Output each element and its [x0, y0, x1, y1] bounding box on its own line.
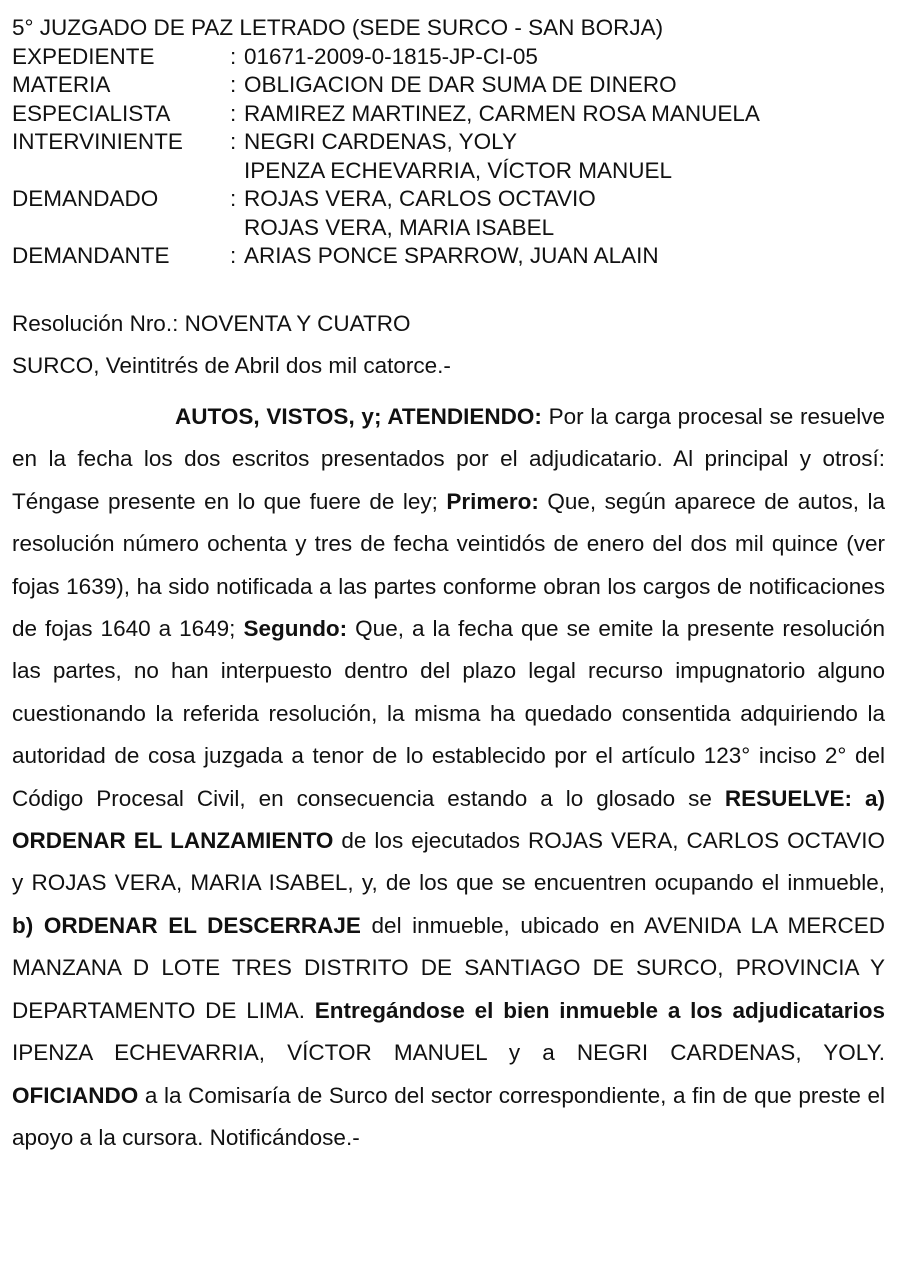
- case-header: [12, 14, 892, 271]
- body-text-segment: IPENZA ECHEVARRIA, VÍCTOR MANUEL y a NEGRI CARDENAS, YOLY.: [12, 1040, 885, 1066]
- delivery-clause: Entregándose el bien inmueble a los adjudicatarios: [314, 997, 885, 1023]
- court-name-text: 5° JUZGADO DE PAZ LETRADO (SEDE SURCO - SAN BORJA): [12, 15, 664, 40]
- field-value: ARIAS PONCE SPARROW, JUAN ALAIN: [244, 243, 659, 268]
- field-value: RAMIREZ MARTINEZ, CARMEN ROSA MANUELA: [244, 100, 760, 126]
- field-value: ROJAS VERA, CARLOS OCTAVIO: [244, 186, 596, 211]
- field-value: NEGRI CARDENAS, YOLY: [244, 129, 517, 154]
- field-demandado: [12, 185, 892, 214]
- body-text-segment: a la Comisaría de Surco del sector correspondiente, a fin de que preste el apoyo a la cursora. Notificándose.-: [12, 1082, 885, 1150]
- body-text-segment: Por la carga procesal se resuelve en la fecha los dos escritos presentados por el adjudicatario. Al principal y otrosí: Téngase presente en lo que fuere de ley;: [12, 404, 885, 514]
- resolution-body: [12, 396, 885, 1159]
- heading-autos-vistos: AUTOS, VISTOS, y; ATENDIENDO:: [175, 404, 542, 429]
- field-label: MATERIA: [12, 72, 111, 97]
- field-expediente: [12, 43, 892, 72]
- oficiando-clause: OFICIANDO: [12, 1082, 139, 1108]
- place-date: SURCO, Veintitrés de Abril dos mil catorce.-: [12, 353, 451, 378]
- body-text-segment: Que, a la fecha que se emite la presente resolución las partes, no han interpuesto dentro del plazo legal recurso impugnatorio alguno cuestionando la referida resolución, la misma ha quedado consentida adquiriendo la autoridad de cosa juzgada a tenor de lo establecido por el artículo 123° inciso 2° del Código Procesal Civil, en consecuencia estando a lo glosado se: [12, 616, 885, 811]
- order-descerraje: b) ORDENAR EL DESCERRAJE: [12, 912, 361, 938]
- field-label: INTERVINIENTE: [12, 129, 183, 154]
- field-interviniente: [12, 128, 892, 157]
- label-segundo: Segundo:: [243, 616, 348, 642]
- field-value: OBLIGACION DE DAR SUMA DE DINERO: [244, 72, 677, 97]
- field-separator: :: [230, 43, 237, 69]
- field-separator: :: [230, 129, 237, 154]
- field-separator: :: [230, 100, 237, 126]
- field-separator: :: [230, 72, 237, 97]
- body-text-segment: del inmueble, ubicado en AVENIDA LA MERCED MANZANA D LOTE TRES DISTRITO DE SANTIAGO DE SURCO, PROVINCIA Y DEPARTAMENTO DE LIMA.: [12, 912, 886, 1023]
- field-value-continuation: ROJAS VERA, MARIA ISABEL: [244, 214, 555, 240]
- field-label: EXPEDIENTE: [12, 43, 155, 69]
- field-materia: [12, 71, 892, 100]
- resolution-number: Resolución Nro.: NOVENTA Y CUATRO: [12, 311, 411, 336]
- field-especialista: [12, 100, 892, 129]
- field-separator: :: [230, 186, 237, 211]
- court-name: [12, 14, 892, 43]
- field-value: 01671-2009-0-1815-JP-CI-05: [244, 43, 538, 69]
- field-label: DEMANDADO: [12, 186, 159, 211]
- label-primero: Primero:: [446, 488, 539, 514]
- order-lanzamiento: RESUELVE: a) ORDENAR EL LANZAMIENTO: [12, 785, 885, 854]
- field-separator: :: [230, 243, 237, 268]
- field-label: ESPECIALISTA: [12, 100, 171, 126]
- body-text-segment: Que, según aparece de autos, la resolución número ochenta y tres de fecha veintidós de enero del dos mil quince (ver fojas 1639), ha sido notificada a las partes conforme obran los cargos de notificaciones de fojas 1640 a 1649;: [12, 488, 885, 642]
- body-text-segment: de los ejecutados ROJAS VERA, CARLOS OCTAVIO y ROJAS VERA, MARIA ISABEL, y, de los que se encuentren ocupando el inmueble,: [12, 828, 885, 896]
- field-label: DEMANDANTE: [12, 243, 170, 268]
- field-demandante: [12, 242, 892, 271]
- field-value-continuation: IPENZA ECHEVARRIA, VÍCTOR MANUEL: [244, 157, 673, 183]
